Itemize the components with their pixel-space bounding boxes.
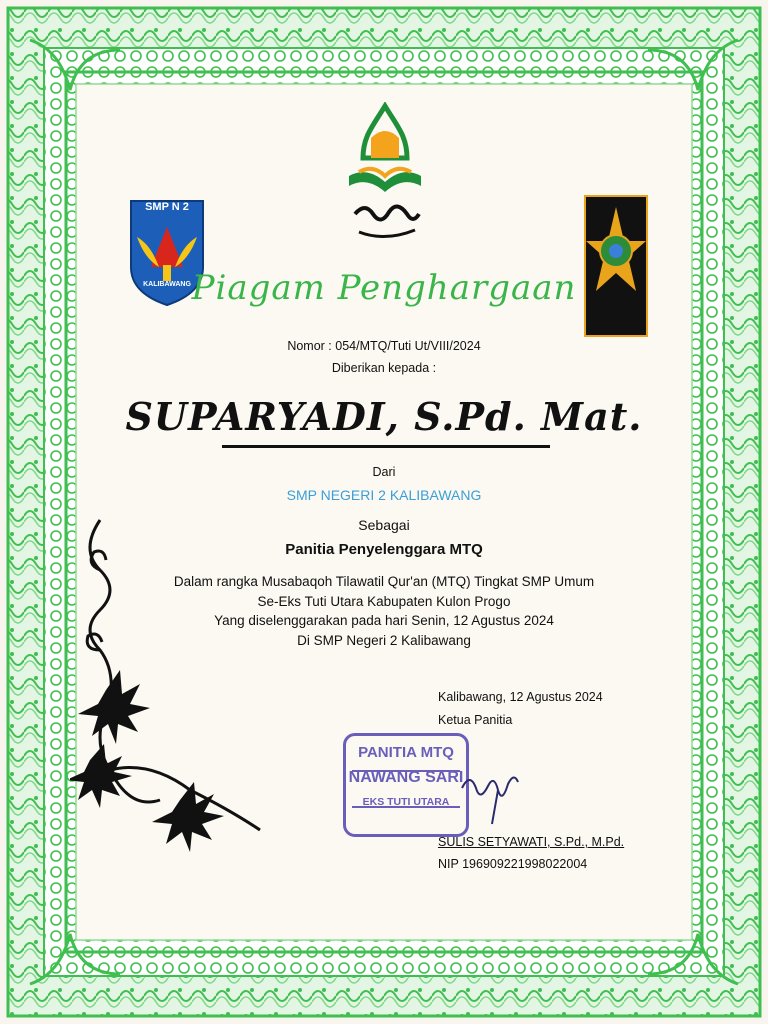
description-line: Dalam rangka Musabaqoh Tilawatil Qur'an (MTQ) Tingkat SMP Umum — [173, 574, 595, 589]
stamp-line-1: PANITIA MTQ — [358, 744, 454, 761]
committee-stamp — [343, 733, 469, 837]
stamp-line-3: EKS TUTI UTARA — [362, 796, 450, 808]
school-name: SMP NEGERI 2 KALIBAWANG — [286, 487, 482, 503]
place-date: Kalibawang, 12 Agustus 2024 — [438, 690, 603, 704]
from-label: Dari — [372, 465, 396, 479]
badge-bottom-text: KALIBAWANG — [143, 281, 191, 288]
recipient-underline — [222, 445, 550, 448]
certificate-number: Nomor : 054/MTQ/Tuti Ut/VIII/2024 — [287, 339, 481, 353]
as-label: Sebagai — [358, 517, 410, 533]
signer-title: Ketua Panitia — [438, 713, 513, 727]
role-title: Panitia Penyelenggara MTQ — [285, 541, 483, 558]
stamp-frame — [352, 770, 460, 808]
description-line: Yang diselenggarakan pada hari Senin, 12 Agustus 2024 — [214, 613, 554, 628]
recipient-name: SUPARYADI, S.Pd. Mat. — [125, 394, 643, 439]
signer-nip: NIP 196909221998022004 — [438, 857, 588, 871]
description-line: Se-Eks Tuti Utara Kabupaten Kulon Progo — [257, 593, 511, 609]
floral-ornament-icon — [70, 510, 280, 900]
certificate-title: Piagam Penghargaan — [191, 268, 577, 308]
mtq-emblem-icon — [345, 102, 425, 262]
signer-name: SULIS SETYAWATI, S.Pd., M.Pd. — [438, 835, 625, 849]
badge-top-text: SMP N 2 — [145, 201, 189, 213]
stamp-line-2: NAWANG SARI — [348, 769, 464, 786]
signature-icon — [458, 768, 528, 828]
given-to-label: Diberikan kepada : — [331, 361, 437, 375]
description-line: Di SMP Negeri 2 Kalibawang — [297, 632, 471, 648]
regency-emblem-icon — [584, 195, 648, 337]
